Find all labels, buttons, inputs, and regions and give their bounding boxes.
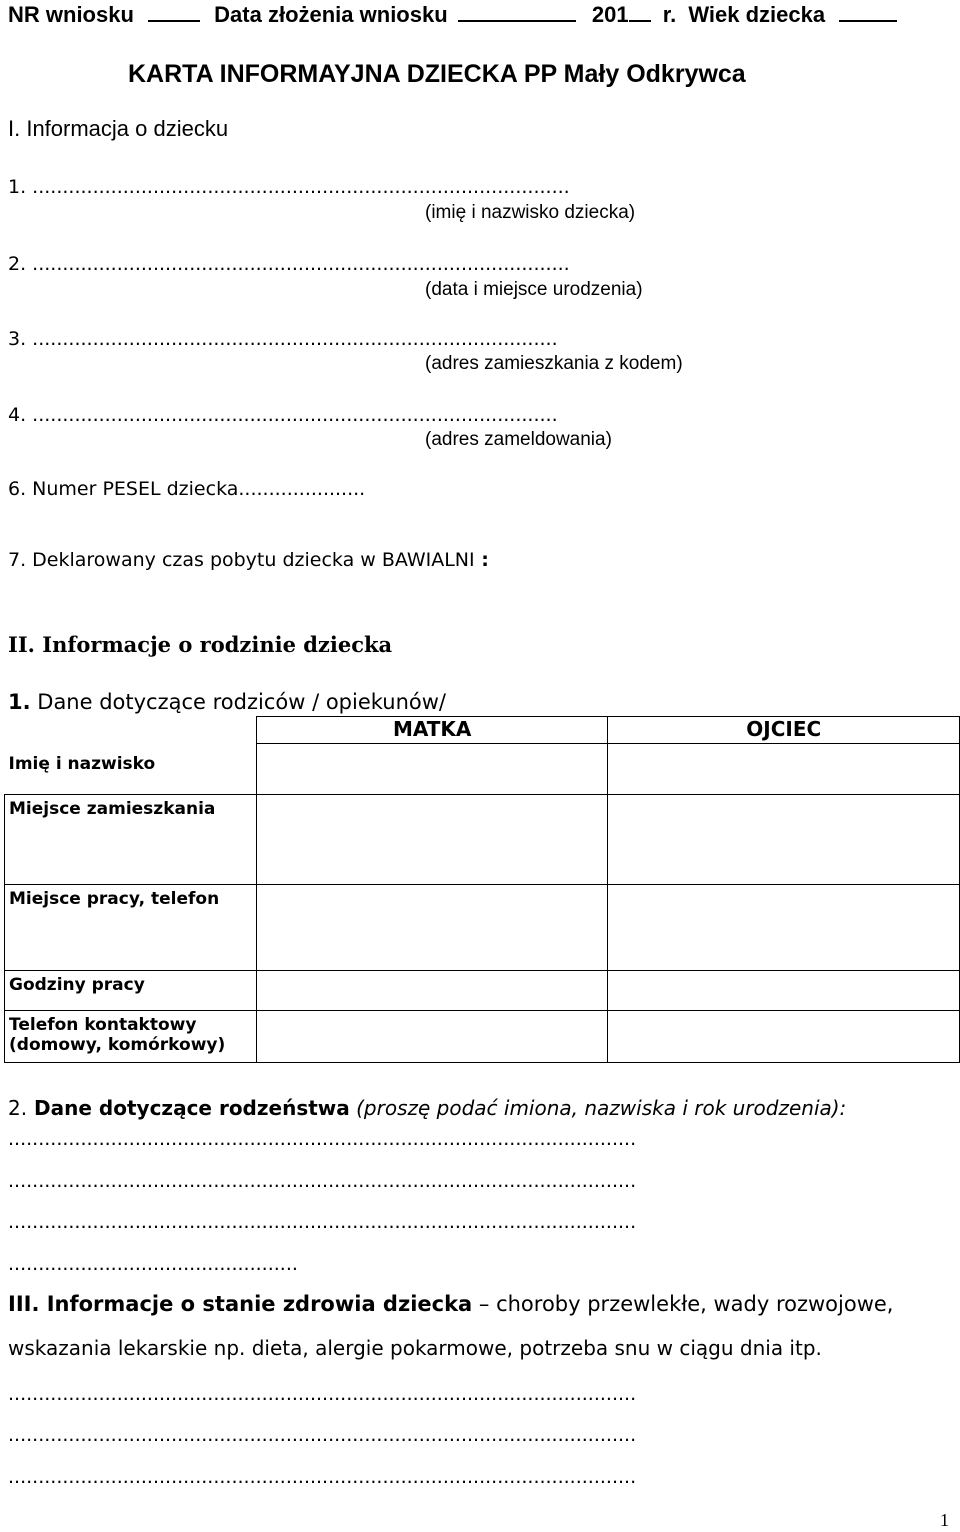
birth-date-place-line[interactable]: 2. ......................................................................................... xyxy=(8,253,570,275)
row-label-workplace: Miejsce pracy, telefon xyxy=(5,885,257,971)
section2-heading: II. Informacje o rodzinie dziecka xyxy=(8,632,393,657)
table-row xyxy=(5,795,960,885)
application-number-field[interactable] xyxy=(148,0,200,22)
row-label-work-hours: Godziny pracy xyxy=(5,971,257,1011)
health-line[interactable]: ........................................................................................................ xyxy=(8,1383,637,1405)
child-name-line[interactable]: 1. ......................................................................................... xyxy=(8,176,570,198)
parents-table xyxy=(4,716,960,1063)
father-work-hours-cell[interactable] xyxy=(608,971,960,1011)
section3-heading-line xyxy=(8,1292,893,1316)
birth-date-place-hint: (data i miejsce urodzenia) xyxy=(425,279,643,300)
row-label-name: Imię i nazwisko xyxy=(5,717,257,795)
table-row xyxy=(5,971,960,1011)
table-row xyxy=(5,717,960,795)
residence-address-hint: (adres zamieszkania z kodem) xyxy=(425,353,683,374)
registered-address-hint: (adres zameldowania) xyxy=(425,429,612,450)
parents-subheading xyxy=(8,690,446,714)
section3-text2: wskazania lekarskie np. dieta, alergie pokarmowe, potrzeba snu w ciągu dnia itp. xyxy=(8,1336,822,1360)
submission-date-field[interactable] xyxy=(458,0,576,22)
section3-text1: – choroby przewlekłe, wady rozwojowe, xyxy=(472,1292,894,1316)
pesel-line[interactable]: 6. Numer PESEL dziecka..................... xyxy=(8,478,366,500)
section1-heading: I. Informacja o dziecku xyxy=(8,116,229,141)
siblings-heading xyxy=(8,1096,846,1120)
mother-column-header: MATKA xyxy=(392,717,472,741)
declared-stay-colon: : xyxy=(474,549,489,571)
declared-stay-line xyxy=(8,549,489,571)
parents-number: 1. xyxy=(8,690,31,714)
siblings-number: 2. xyxy=(8,1096,28,1120)
father-contact-phone-cell[interactable] xyxy=(608,1011,960,1063)
health-line[interactable]: ........................................................................................................ xyxy=(8,1466,637,1488)
mother-contact-phone-cell[interactable] xyxy=(256,1011,608,1063)
parents-text: Dane dotyczące rodziców / opiekunów/ xyxy=(30,690,446,714)
father-workplace-cell[interactable] xyxy=(608,885,960,971)
residence-address-line[interactable]: 3. ....................................................................................... xyxy=(8,328,558,350)
declared-stay-label: 7. Deklarowany czas pobytu dziecka w BAWIALNI xyxy=(8,549,475,571)
siblings-line[interactable]: ........................................................................................................ xyxy=(8,1170,637,1192)
form-title: KARTA INFORMAYJNA DZIECKA PP Mały Odkrywca xyxy=(128,60,746,88)
row-label-residence: Miejsce zamieszkania xyxy=(5,795,257,885)
page-number: 1 xyxy=(940,1510,949,1530)
father-name-cell[interactable] xyxy=(608,743,959,790)
section3-heading: III. Informacje o stanie zdrowia dziecka xyxy=(8,1292,473,1316)
siblings-line[interactable]: ........................................................................................................ xyxy=(8,1128,637,1150)
siblings-line[interactable]: ................................................ xyxy=(8,1253,298,1275)
father-column xyxy=(608,717,960,795)
mother-name-cell[interactable] xyxy=(257,743,608,790)
mother-workplace-cell[interactable] xyxy=(256,885,608,971)
child-age-label: Wiek dziecka xyxy=(688,2,826,27)
mother-residence-cell[interactable] xyxy=(256,795,608,885)
year-field[interactable] xyxy=(629,0,651,22)
siblings-instructions: (proszę podać imiona, nazwiska i rok urodzenia): xyxy=(349,1096,847,1120)
father-column-header: OJCIEC xyxy=(746,717,822,741)
row-label-contact-phone: Telefon kontaktowy (domowy, komórkowy) xyxy=(5,1011,257,1063)
year-prefix: 201 xyxy=(591,2,629,27)
application-number-label: NR wniosku xyxy=(8,2,134,27)
table-row xyxy=(5,1011,960,1063)
submission-date-label: Data złożenia wniosku xyxy=(214,2,448,27)
application-header xyxy=(8,0,897,28)
child-age-field[interactable] xyxy=(839,0,897,22)
siblings-line[interactable]: ........................................................................................................ xyxy=(8,1211,637,1233)
table-row xyxy=(5,885,960,971)
mother-work-hours-cell[interactable] xyxy=(256,971,608,1011)
registered-address-line[interactable]: 4. ....................................................................................... xyxy=(8,404,558,426)
mother-column xyxy=(256,717,608,795)
child-name-hint: (imię i nazwisko dziecka) xyxy=(425,202,636,223)
siblings-title: Dane dotyczące rodzeństwa xyxy=(27,1096,350,1120)
year-suffix: r. xyxy=(662,2,677,27)
father-residence-cell[interactable] xyxy=(608,795,960,885)
health-line[interactable]: ........................................................................................................ xyxy=(8,1424,637,1446)
